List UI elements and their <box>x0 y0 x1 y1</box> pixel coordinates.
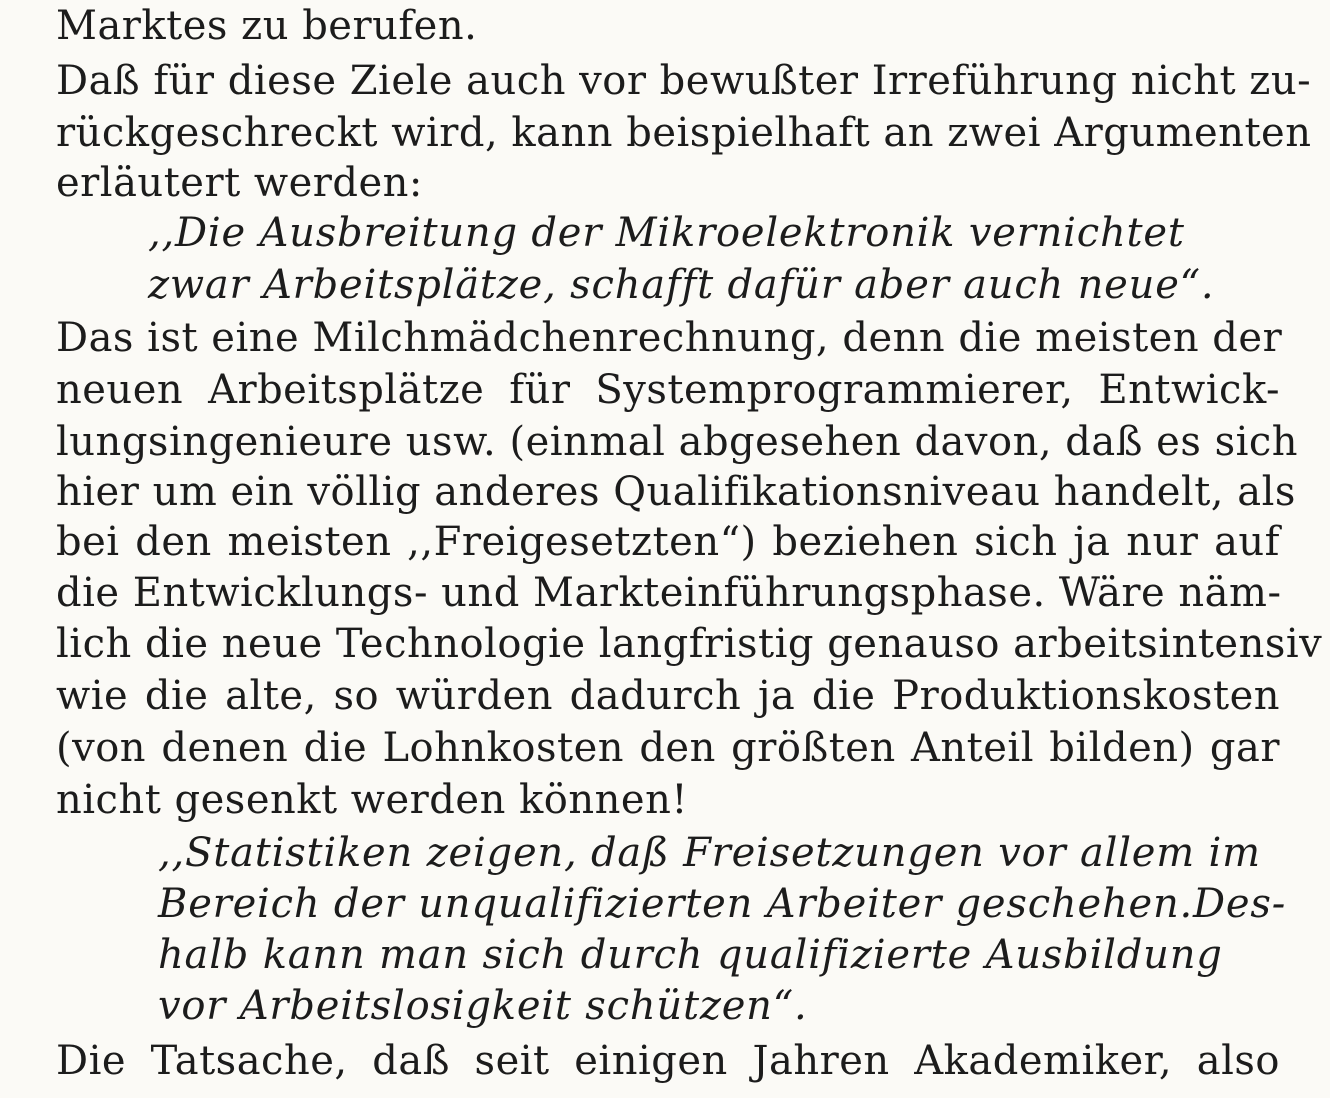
text-line: bei den meisten ,,Freigesetzten“) beziehen sich ja nur auf <box>56 519 1280 565</box>
quote-line: ,,Statistiken zeigen, daß Freisetzungen vor allem im <box>158 830 1261 876</box>
text-line: nicht gesenkt werden können! <box>56 777 688 823</box>
text-line: wie die alte, so würden dadurch ja die Produktionskosten <box>56 673 1280 719</box>
text-line: Das ist eine Milchmädchenrechnung, denn die meisten der <box>56 315 1283 361</box>
text-line: hier um ein völlig anderes Qualifikationsniveau handelt, als <box>56 469 1296 515</box>
quote-line: halb kann man sich durch qualifizierte Ausbildung <box>158 932 1223 978</box>
text-line: neuen Arbeitsplätze für Systemprogrammierer, Entwick- <box>56 367 1280 413</box>
text-line: (von denen die Lohnkosten den größten Anteil bilden) gar <box>56 725 1280 771</box>
text-line: rückgeschreckt wird, kann beispielhaft an zwei Argumenten <box>56 110 1312 156</box>
quote-line: vor Arbeitslosigkeit schützen“. <box>158 983 808 1029</box>
quote-line: Bereich der unqualifizierten Arbeiter geschehen.Des- <box>158 881 1287 927</box>
text-line: Die Tatsache, daß seit einigen Jahren Akademiker, also <box>56 1038 1280 1084</box>
text-line: Marktes zu berufen. <box>56 3 478 49</box>
text-line: erläutert werden: <box>56 160 423 206</box>
text-line: die Entwicklungs- und Markteinführungsphase. Wäre näm- <box>56 570 1282 616</box>
text-line: Daß für diese Ziele auch vor bewußter Irreführung nicht zu- <box>56 58 1312 104</box>
text-line: lich die neue Technologie langfristig genauso arbeitsintensiv <box>56 621 1323 667</box>
quote-line: zwar Arbeitsplätze, schafft dafür aber auch neue“. <box>148 262 1215 308</box>
quote-line: ,,Die Ausbreitung der Mikroelektronik vernichtet <box>148 210 1185 256</box>
text-line: lungsingenieure usw. (einmal abgesehen davon, daß es sich <box>56 419 1299 465</box>
